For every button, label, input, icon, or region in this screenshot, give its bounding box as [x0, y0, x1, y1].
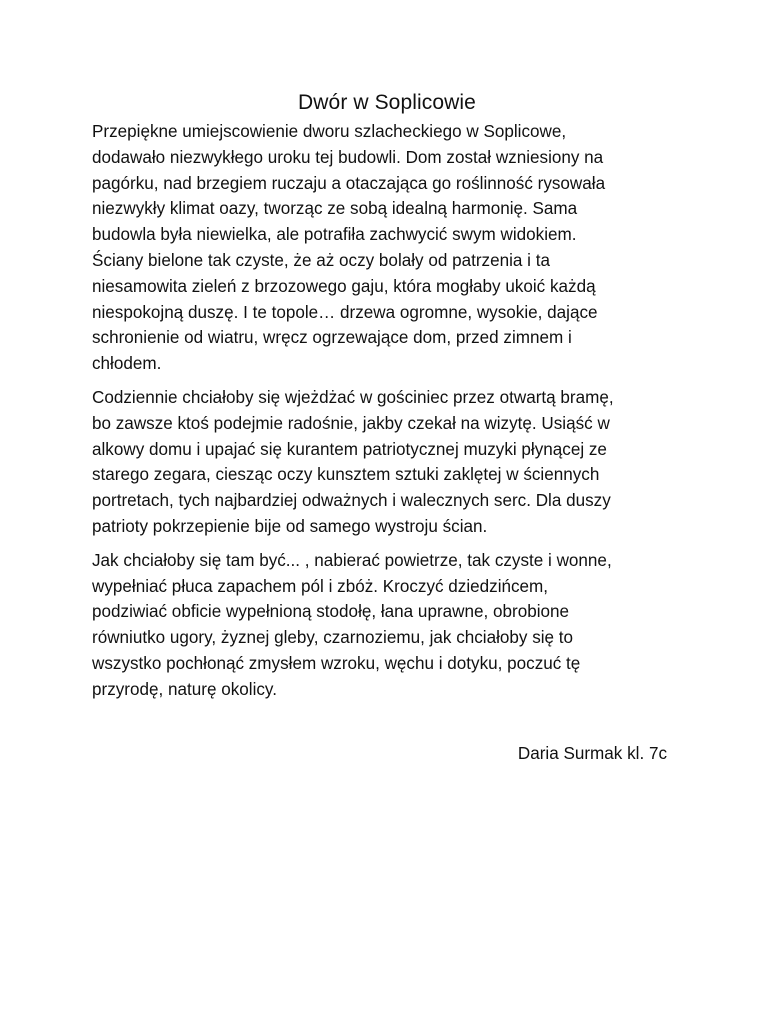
text-line: równiutko ugory, żyznej gleby, czarnoziemu, jak chciałoby się to [92, 628, 574, 648]
text-line: pagórku, nad brzegiem ruczaju a otaczająca go roślinność rysowała [92, 173, 606, 193]
paragraph-1 [92, 119, 682, 377]
text-line: bo zawsze ktoś podejmie radośnie, jakby czekał na wizytę. Usiąść w [92, 413, 610, 433]
text-line: patrioty pokrzepienie bije od samego wystroju ścian. [92, 516, 488, 536]
document-body [92, 88, 682, 711]
text-line: portretach, tych najbardziej odważnych i walecznych serc. Dla duszy [92, 491, 611, 511]
document-title: Dwór w Soplicowie [298, 91, 476, 114]
text-line: podziwiać obficie wypełnioną stodołę, łana uprawne, obrobione [92, 602, 570, 622]
text-line: Przepiękne umiejscowienie dworu szlacheckiego w Soplicowe, [92, 122, 567, 141]
author-signature: Daria Surmak kl. 7c [517, 744, 667, 763]
text-line: budowla była niewielka, ale potrafiła zachwycić swym widokiem. [92, 225, 577, 245]
paragraph-3 [92, 548, 682, 703]
text-line: niesamowita zieleń z brzozowego gaju, która mogłaby ukoić każdą [92, 276, 596, 296]
text-line: niespokojną duszę. I te topole… drzewa ogromne, wysokie, dające [92, 302, 598, 322]
text-line: alkowy domu i upajać się kurantem patriotycznej muzyki płynącej ze [92, 439, 607, 459]
text-line: wypełniać płuca zapachem pól i zbóż. Kroczyć dziedzińcem, [92, 576, 549, 596]
text-line: wszystko pochłonąć zmysłem wzroku, węchu i dotyku, poczuć tę [92, 653, 581, 673]
text-line: starego zegara, ciesząc oczy kunsztem sztuki zaklętej w ściennych [92, 465, 600, 485]
text-line: przyrodę, naturę okolicy. [92, 679, 277, 699]
text-line: schronienie od wiatru, wręcz ogrzewające dom, przed zimnem i [92, 328, 572, 348]
paragraph-2 [92, 385, 682, 540]
text-line: chłodem. [92, 354, 162, 374]
text-line: Jak chciałoby się tam być... , nabierać powietrze, tak czyste i wonne, [92, 550, 612, 570]
text-line: niezwykły klimat oazy, tworząc ze sobą idealną harmonię. Sama [92, 199, 578, 219]
text-line: dodawało niezwykłego uroku tej budowli. Dom został wzniesiony na [92, 147, 604, 167]
text-line: Ściany bielone tak czyste, że aż oczy bolały od patrzenia i ta [92, 250, 550, 270]
text-line: Codziennie chciałoby się wjeżdżać w gościniec przez otwartą bramę, [92, 387, 614, 407]
